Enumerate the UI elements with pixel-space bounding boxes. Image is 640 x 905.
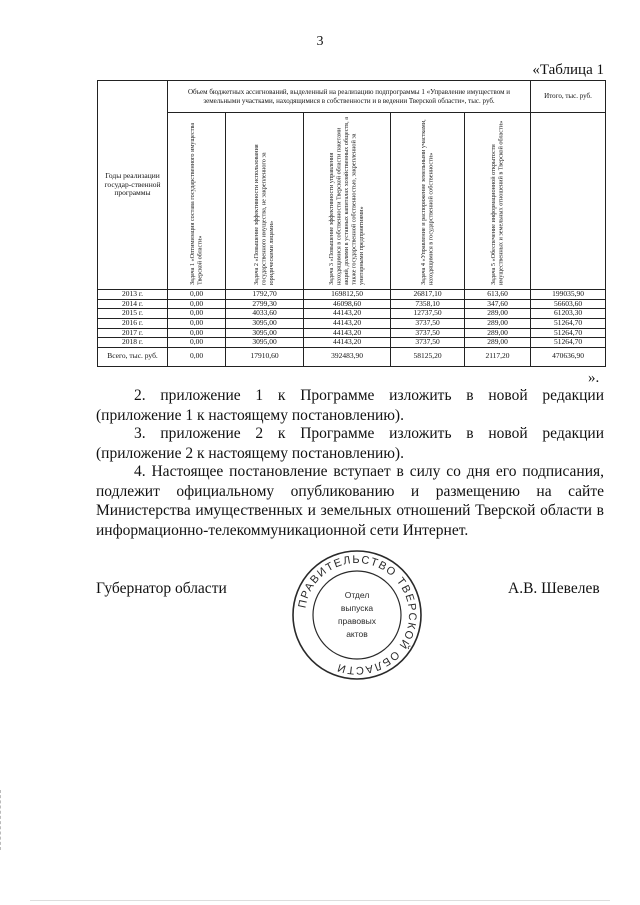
task-header-label: Задача 5 «Обеспечение информационной открытости имущественных и земельных отношений в Тверской области»	[490, 120, 505, 285]
paragraph-4	[96, 462, 604, 540]
table-cell: 2017 г.	[98, 328, 168, 338]
task-header	[465, 113, 531, 290]
table-cell: 347,60	[465, 299, 531, 309]
table-cell: 44143,20	[304, 328, 391, 338]
task-header	[226, 113, 304, 290]
table-cell: 613,60	[465, 290, 531, 300]
table-cell: 56603,60	[531, 299, 606, 309]
table-cell: 0,00	[168, 328, 226, 338]
table-cell: 3737,50	[391, 318, 465, 328]
table-cell: 3737,50	[391, 328, 465, 338]
table-cell: 2799,30	[226, 299, 304, 309]
scan-bottom-line	[30, 900, 610, 901]
task-header-label: Задача 1 «Оптимизация состава государственного имущества Тверской области»	[189, 122, 204, 285]
task-header	[391, 113, 465, 290]
table-cell: Всего, тыс. руб.	[98, 347, 168, 366]
table-cell: 58125,20	[391, 347, 465, 366]
table-cell: 26817,10	[391, 290, 465, 300]
table-cell: 0,00	[168, 290, 226, 300]
table-cell: 2013 г.	[98, 290, 168, 300]
table-cell: 2015 г.	[98, 309, 168, 319]
table-row	[98, 318, 606, 328]
task-header	[304, 113, 391, 290]
table-cell: 61203,30	[531, 309, 606, 319]
table-cell: 3095,00	[226, 338, 304, 348]
table-cell: 2018 г.	[98, 338, 168, 348]
header-total: Итого, тыс. руб.	[531, 81, 606, 113]
stamp-center-line: Отдел	[344, 590, 370, 600]
table-cell: 1792,70	[226, 290, 304, 300]
table-cell: 4033,60	[226, 309, 304, 319]
table-cell: 3095,00	[226, 318, 304, 328]
header-years: Годы реализации государ-ственной программы	[98, 81, 168, 290]
stamp-center-line: актов	[346, 629, 368, 639]
table-cell: 3095,00	[226, 328, 304, 338]
paragraph-2-text: 2. приложение 1 к Программе изложить в новой редакции (приложение 1 к настоящему постановлению).	[96, 387, 604, 424]
table-cell: 289,00	[465, 318, 531, 328]
task-header-label: Задача 2 «Повышение эффективности использования государственного имущества, не закрепленного за юридическими лицами»	[253, 144, 276, 285]
table-cell: 3737,50	[391, 338, 465, 348]
budget-table	[97, 80, 606, 367]
paragraph-3	[96, 424, 604, 463]
stamp-outer-ring	[293, 551, 421, 679]
paragraph-2	[96, 386, 604, 425]
table-row	[98, 290, 606, 300]
header-main: Объем бюджетных ассигнований, выделенный на реализацию подпрограммы 1 «Управление имуществом и земельными участками, находящимися в собственности и в ведении Тверской области», тыс. руб.	[168, 81, 531, 113]
table-cell: 51264,70	[531, 318, 606, 328]
table-cell: 199035,90	[531, 290, 606, 300]
table-cell: 289,00	[465, 309, 531, 319]
task-header-label: Задача 4 «Управление и распоряжение земельными участками, находящимися в государственной собственности»	[420, 119, 435, 285]
stamp-center-line: выпуска	[340, 603, 374, 613]
task-header	[168, 113, 226, 290]
official-stamp	[290, 548, 424, 682]
table-cell: 0,00	[168, 347, 226, 366]
table-cell: 2016 г.	[98, 318, 168, 328]
task-header-label: Задача 3 «Повышение эффективности управления находящимися в собственности Тверской области пакетами акций, долями в уставных капиталах хозяйственных обществ, а также государственной собственностью, закрепленной за унитарными предприятиями»	[328, 117, 366, 285]
table-row	[98, 338, 606, 348]
table-cell: 44143,20	[304, 338, 391, 348]
signature-title: Губернатор области	[96, 580, 227, 597]
table-caption: «Таблица 1	[532, 62, 604, 78]
table-cell: 2014 г.	[98, 299, 168, 309]
table-cell: 12737,50	[391, 309, 465, 319]
table-total-row	[98, 347, 606, 366]
page-number: 3	[316, 34, 324, 49]
signature-name: А.В. Шевелев	[508, 580, 600, 597]
stamp-inner-ring	[313, 571, 401, 659]
table-cell: 0,00	[168, 318, 226, 328]
scan-margin-marks	[0, 790, 3, 850]
table-cell: 44143,20	[304, 309, 391, 319]
stamp-center-line: правовых	[337, 616, 377, 626]
table-cell: 51264,70	[531, 328, 606, 338]
table-cell: 7358,10	[391, 299, 465, 309]
table-cell: 44143,20	[304, 318, 391, 328]
table-row	[98, 309, 606, 319]
table-cell: 17910,60	[226, 347, 304, 366]
closing-quote: ».	[588, 370, 600, 386]
table-cell: 46098,60	[304, 299, 391, 309]
table-cell: 470636,90	[531, 347, 606, 366]
table-cell: 51264,70	[531, 338, 606, 348]
paragraph-4-text: 4. Настоящее постановление вступает в силу со дня его подписания, подлежит официальному опубликованию и размещению на сайте Министерства имущественных и земельных отношений Тверской области в информационно-телекоммуникационной сети Интернет.	[96, 463, 604, 539]
table-cell: 0,00	[168, 299, 226, 309]
table-cell: 0,00	[168, 338, 226, 348]
table-cell: 289,00	[465, 328, 531, 338]
empty-header-cell	[531, 113, 606, 290]
table-cell: 2117,20	[465, 347, 531, 366]
table-cell: 169812,50	[304, 290, 391, 300]
table-cell: 392483,90	[304, 347, 391, 366]
table-cell: 0,00	[168, 309, 226, 319]
paragraph-3-text: 3. приложение 2 к Программе изложить в новой редакции (приложение 2 к настоящему постановлению).	[96, 425, 604, 462]
table-cell: 289,00	[465, 338, 531, 348]
stamp-ring-text: ПРАВИТЕЛЬСТВО ТВЕРСКОЙ ОБЛАСТИ	[296, 553, 419, 677]
